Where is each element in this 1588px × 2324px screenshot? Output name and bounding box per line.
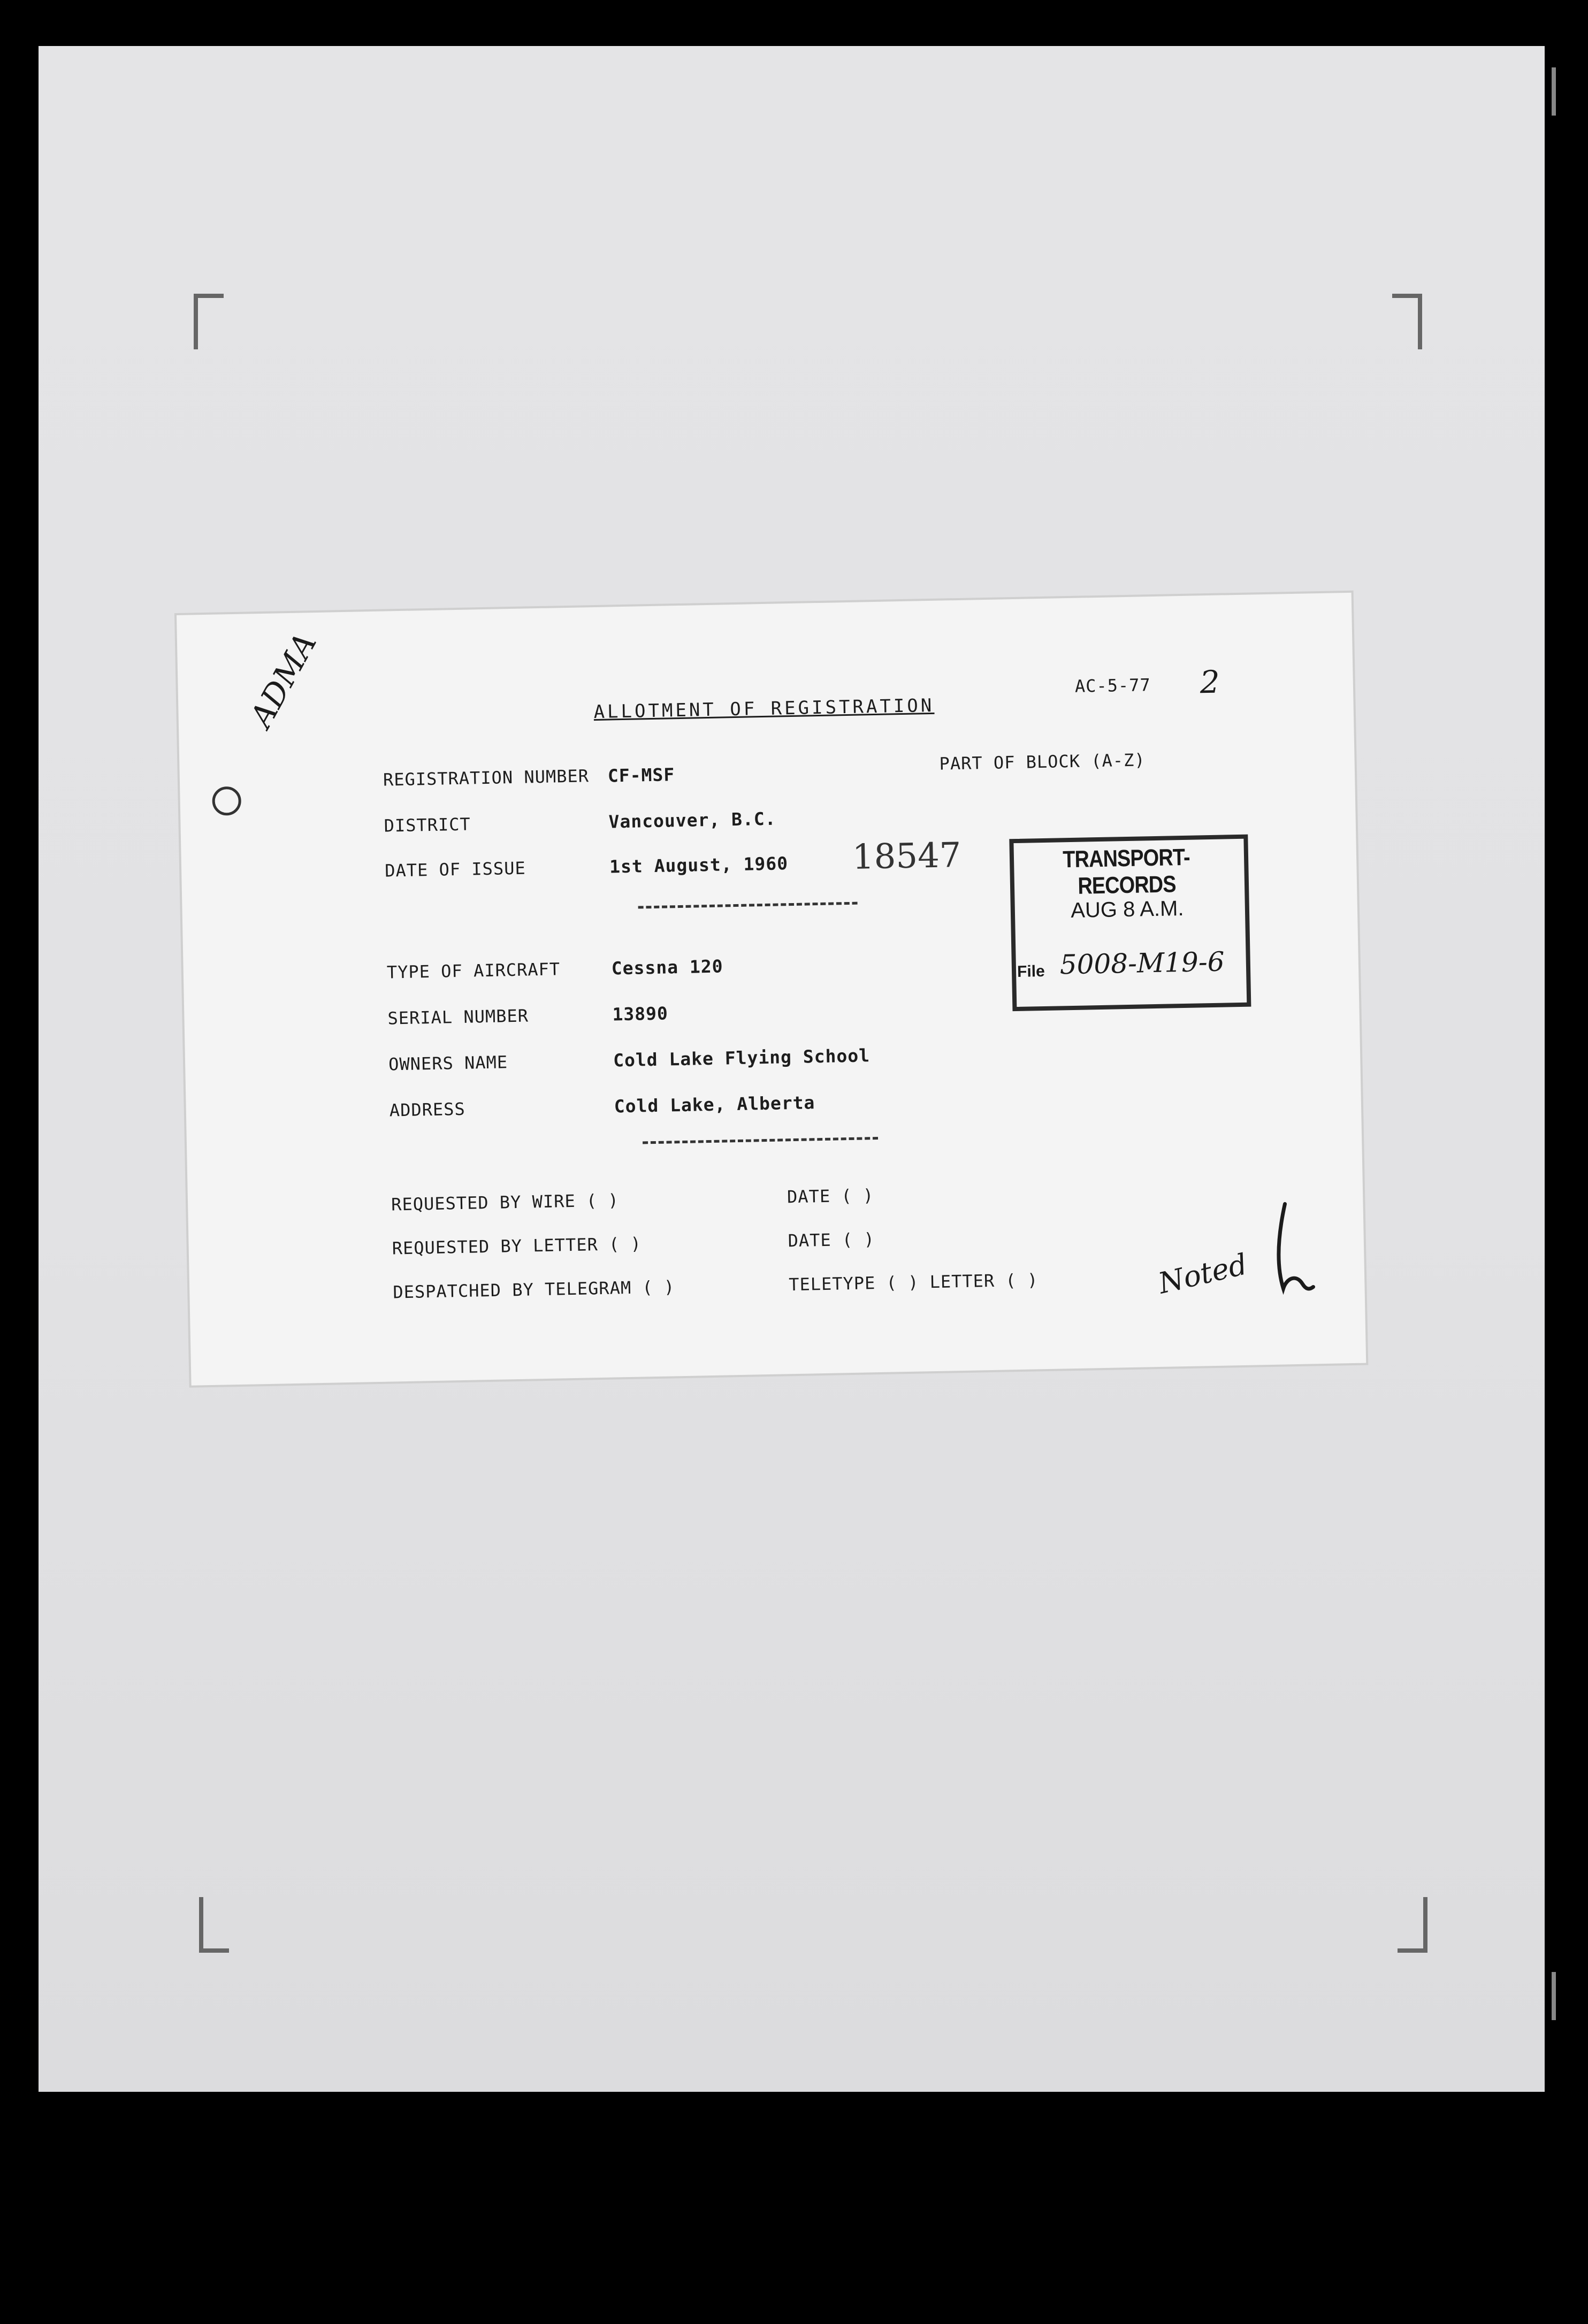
edge-mark [1552,67,1556,116]
edge-mark [1552,1972,1556,2020]
registration-card [177,593,1366,1386]
separator-line [643,1137,878,1144]
teletype-letter: TELETYPE ( ) LETTER ( ) [788,1270,1039,1295]
stamp-date: AUG 8 A.M. [1070,896,1184,923]
wire-date: DATE ( ) [787,1185,874,1207]
number-stamp: 18547 [852,835,962,877]
district-label: DISTRICT [384,814,471,836]
margin-note: ADMA [242,626,324,733]
punched-hole [212,786,241,816]
address-value: Cold Lake, Alberta [614,1092,815,1117]
despatched-by-telegram: DESPATCHED BY TELEGRAM ( ) [393,1276,675,1303]
stamp-file-label: File [1017,962,1045,981]
type-of-aircraft-value: Cessna 120 [611,955,723,979]
date-of-issue-value: 1st August, 1960 [609,853,789,877]
crop-mark-top-left [194,294,224,349]
corner-mark: 2 [1200,663,1220,701]
crop-mark-bottom-left [199,1897,229,1953]
crop-mark-top-right [1392,294,1422,349]
initial-signature [1269,1198,1318,1295]
reference-number: AC-5-77 [1074,675,1151,697]
block-label: PART OF BLOCK (A-Z) [939,750,1146,774]
serial-number-label: SERIAL NUMBER [387,1005,529,1029]
requested-by-letter: REQUESTED BY LETTER ( ) [392,1233,642,1259]
requested-by-wire: REQUESTED BY WIRE ( ) [391,1190,620,1215]
separator-line [638,902,858,909]
letter-date: DATE ( ) [788,1229,875,1251]
district-value: Vancouver, B.C. [608,808,776,832]
owners-name-label: OWNERS NAME [388,1052,508,1075]
date-of-issue-label: DATE OF ISSUE [384,858,526,881]
registration-number-label: REGISTRATION NUMBER [383,766,590,790]
address-label: ADDRESS [389,1098,466,1121]
stamp-file-number: 5008-M19-6 [1059,946,1225,981]
noted-annotation: Noted [1155,1247,1250,1301]
serial-number-value: 13890 [612,1003,669,1025]
registration-number-value: CF-MSF [607,764,675,786]
stamp-title: TRANSPORT-RECORDS [1062,844,1190,899]
type-of-aircraft-label: TYPE OF AIRCRAFT [386,959,561,983]
card-title: ALLOTMENT OF REGISTRATION [593,694,935,723]
crop-mark-bottom-right [1398,1897,1427,1953]
owners-name-value: Cold Lake Flying School [613,1045,871,1071]
